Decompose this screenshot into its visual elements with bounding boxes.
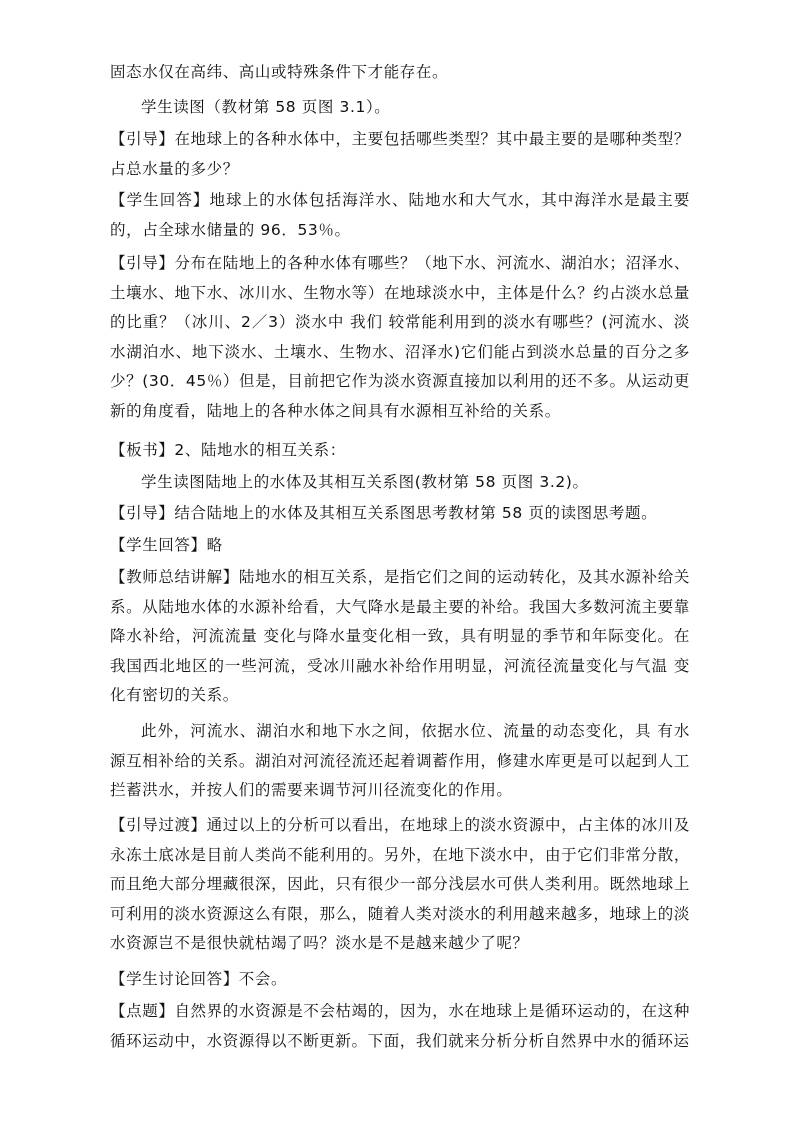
paragraph-guide-think: 【引导】结合陆地上的水体及其相互关系图思考教材第 58 页的读图思考题。: [110, 504, 658, 522]
paragraph-student-answer-water: 【学生回答】地球上的水体包括海洋水、陆地水和大气水，其中海洋水是最主要的，占全球水储量的 96．53％。: [110, 191, 690, 239]
paragraph-solid-water: 固态水仅在高纬、高山或特殊条件下才能存在。: [110, 63, 449, 81]
paragraph-read-figure-3-1: 学生读图（教材第 58 页图 3.1）。: [141, 98, 391, 116]
paragraph-guide-water-types: 【引导】在地球上的各种水体中，主要包括哪些类型？其中最主要的是哪种类型？占总水量的多少？: [110, 130, 690, 178]
paragraph-guide-transition: 【引导过渡】通过以上的分析可以看出，在地球上的淡水资源中，占主体的冰川及永冻土底冰是目前人类尚不能利用的。另外，在地下淡水中，由于它们非常分散，而且绝大部分埋藏很深，因此，只有很少一部分浅层水可供人类利用。既然地球上可利用的淡水资源这么有限，那么，随着人类对淡水的利用越来越多，地球上的淡水资源岂不是很快就枯竭了吗？淡水是不是越来越少了呢？: [110, 816, 690, 952]
paragraph-guide-land-water: 【引导】分布在陆地上的各种水体有哪些？（地下水、河流水、湖泊水；沼泽水、土壤水、地下水、冰川水、生物水等）在地球淡水中，主体是什么？约占淡水总量的比重？（冰川、2／3）淡水中 我们 较常能利用到的淡水有哪些？(河流水、淡水湖泊水、地下淡水、土壤水、生物水、沼泽水)它们能占到淡水总量的百分之多少？(30．45％）但是，目前把它作为淡水资源直接加以利用的还不多。从运动更新的角度看，陆地上的各种水体之间具有水源相互补给的关系。: [110, 254, 690, 420]
paragraph-student-discussion: 【学生讨论回答】不会。: [110, 970, 288, 988]
paragraph-student-answer-omit: 【学生回答】略: [110, 536, 223, 554]
paragraph-mutual-recharge: 此外，河流水、湖泊水和地下水之间，依据水位、流量的动态变化，具 有水源互相补给的关系。湖泊对河流径流还起着调蓄作用，修建水库更是可以起到人工拦蓄洪水，并按人们的需要来调节河川径流变化的作用。: [110, 722, 690, 799]
paragraph-board-heading: 【板书】2、陆地水的相互关系：: [110, 441, 346, 459]
paragraph-key-point: 【点题】自然界的水资源是不会枯竭的，因为，水在地球上是循环运动的，在这种循环运动中，水资源得以不断更新。下面，我们就来分析分析自然界中水的循环运: [110, 1002, 690, 1050]
paragraph-teacher-summary: 【教师总结讲解】陆地水的相互关系，是指它们之间的运动转化，及其水源补给关系。从陆地水体的水源补给看，大气降水是最主要的补给。我国大多数河流主要靠降水补给，河流流量 变化与降水量变化相一致，具有明显的季节和年际变化。在我国西北地区的一些河流，受冰川融水补给作用明显，河流径流量变化与气温 变化有密切的关系。: [110, 568, 690, 704]
paragraph-read-figure-3-2: 学生读图陆地上的水体及其相互关系图(教材第 58 页图 3.2)。: [141, 473, 589, 491]
